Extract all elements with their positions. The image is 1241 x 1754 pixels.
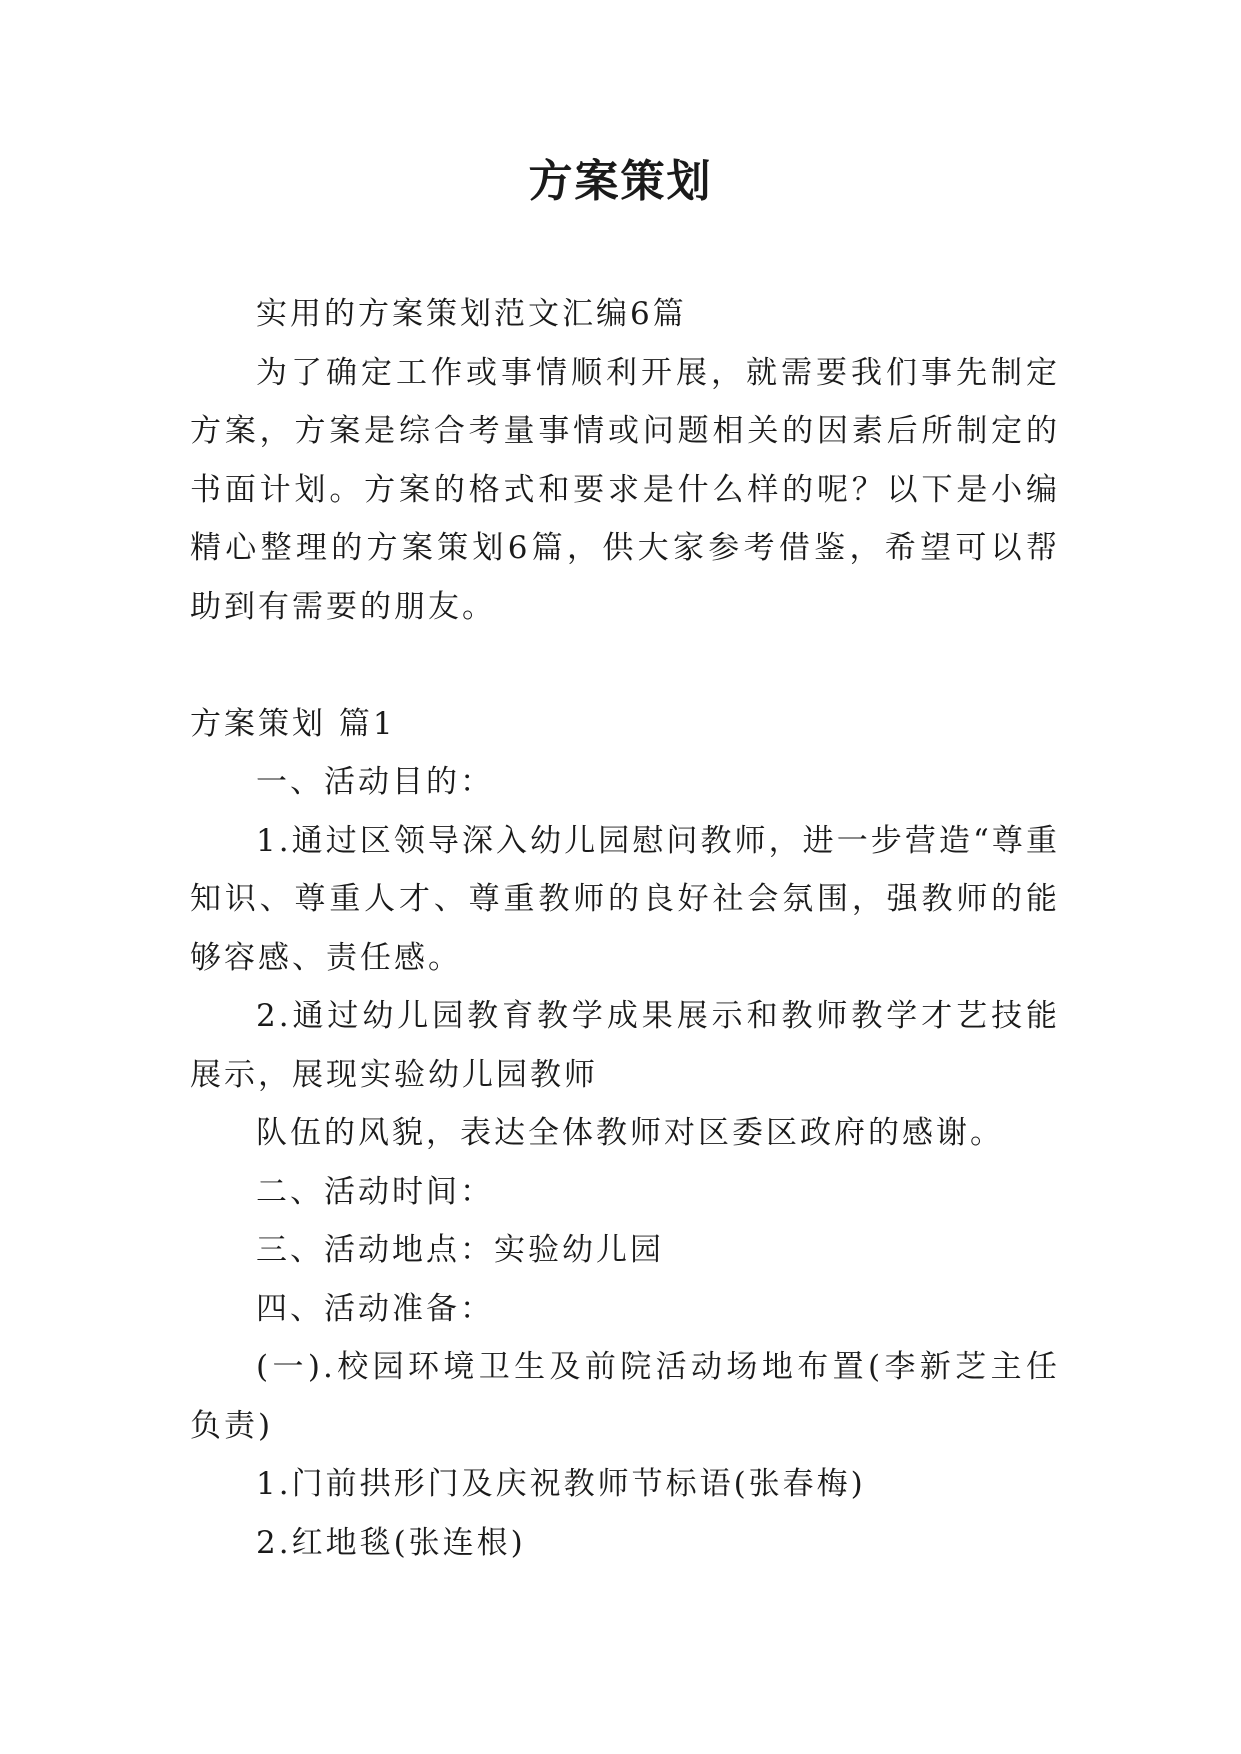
- section-heading: 方案策划 篇1: [190, 705, 396, 742]
- document-title: 方案策划: [528, 156, 713, 207]
- preparation-item-1: (一).校园环境卫生及前院活动场地布置(李新芝主任负责): [190, 1349, 1060, 1444]
- activity-time-heading: 二、活动时间：: [256, 1173, 494, 1210]
- document-subtitle: 实用的方案策划范文汇编6篇: [256, 296, 687, 332]
- document-body: [190, 285, 1060, 1572]
- activity-preparation-heading: 四、活动准备：: [256, 1290, 494, 1327]
- preparation-subitem-2: 2.红地毯(张连根): [256, 1524, 526, 1561]
- intro-paragraph: 为了确定工作或事情顺利开展，就需要我们事先制定方案，方案是综合考量事情或问题相关的因素后所制定的书面计划。方案的格式和要求是什么样的呢？以下是小编精心整理的方案策划6篇，供大家参考借鉴，希望可以帮助到有需要的朋友。: [190, 354, 1060, 625]
- activity-purpose-heading: 一、活动目的：: [256, 764, 494, 800]
- preparation-subitem-1: 1.门前拱形门及庆祝教师节标语(张春梅): [256, 1466, 866, 1502]
- paragraph-spacer: [190, 636, 1060, 695]
- activity-location-heading: 三、活动地点：实验幼儿园: [256, 1232, 664, 1268]
- purpose-item-2-continued: 队伍的风貌，表达全体教师对区委区政府的感谢。: [256, 1115, 1004, 1151]
- purpose-item-1: 1.通过区领导深入幼儿园慰问教师，进一步营造“尊重知识、尊重人才、尊重教师的良好社会氛围，强教师的能够容感、责任感。: [190, 822, 1060, 976]
- purpose-item-2: 2.通过幼儿园教育教学成果展示和教师教学才艺技能展示，展现实验幼儿园教师: [190, 998, 1060, 1093]
